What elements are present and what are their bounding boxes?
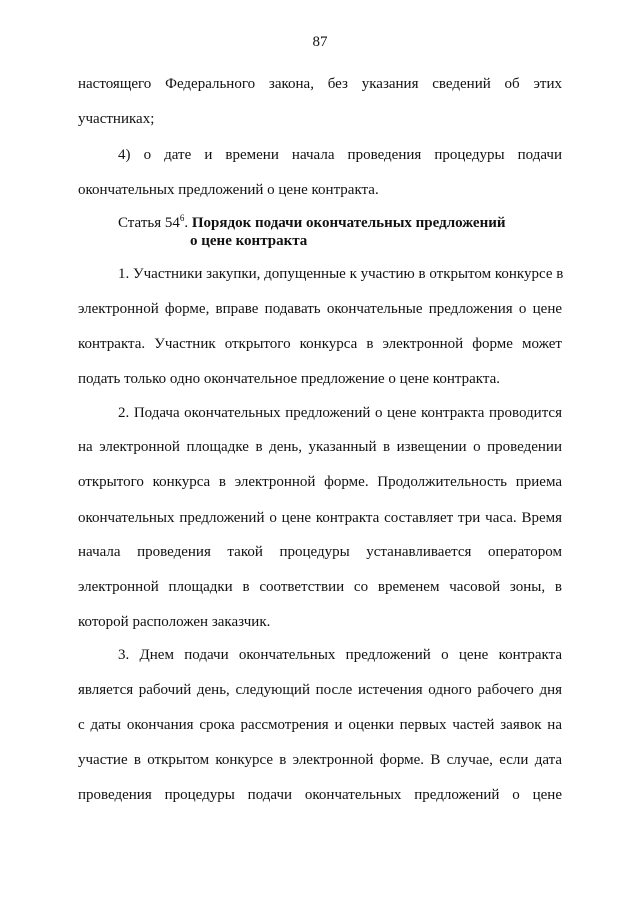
article-title-line-2: о цене контракта <box>190 233 308 249</box>
text-line: 1. Участники закупки, допущенные к участию в открытом конкурсе в <box>118 266 564 282</box>
text-line: участниках; <box>78 111 155 127</box>
text-line: на электронной площадке в день, указанный в извещении о проведении <box>78 439 562 455</box>
article-superscript: 6 <box>179 213 185 223</box>
article-heading-line-2 <box>190 231 307 251</box>
text-line: открытого конкурса в электронной форме. Продолжительность приема <box>78 474 562 490</box>
text-line: электронной форме, вправе подавать окончательные предложения о цене <box>78 301 562 317</box>
text-line: которой расположен заказчик. <box>78 614 271 630</box>
text-line: проведения процедуры подачи окончательных предложений о цене <box>78 787 562 803</box>
text-line: электронной площадки в соответствии со временем часовой зоны, в <box>78 579 562 595</box>
text-line: настоящего Федерального закона, без указания сведений об этих <box>78 76 562 92</box>
text-line: окончательных предложений о цене контракта составляет три часа. Время <box>78 510 562 526</box>
article-heading: Статья $54^6$. Порядок подачи окончательных предложений <box>118 213 506 231</box>
page-number: 87 <box>312 34 328 50</box>
text-line: контракта. Участник открытого конкурса в электронной форме может <box>78 336 562 352</box>
text-line: 3. Днем подачи окончательных предложений о цене контракта <box>118 647 562 663</box>
text-line: является рабочий день, следующий после истечения одного рабочего дня <box>78 682 562 698</box>
text-line: 4) о дате и времени начала проведения процедуры подачи <box>118 147 562 163</box>
text-line: участие в открытом конкурсе в электронной форме. В случае, если дата <box>78 752 562 768</box>
article-prefix: Статья 54 <box>118 215 180 231</box>
text-line: с даты окончания срока рассмотрения и оценки первых частей заявок на <box>78 717 562 733</box>
article-title-line-1: Порядок подачи окончательных предложений <box>191 215 506 231</box>
text-line: 2. Подача окончательных предложений о цене контракта проводится <box>118 405 562 421</box>
text-line: окончательных предложений о цене контракта. <box>78 182 379 198</box>
text-line: подать только одно окончательное предложение о цене контракта. <box>78 371 500 387</box>
text-line: начала проведения такой процедуры устанавливается оператором <box>78 544 562 560</box>
